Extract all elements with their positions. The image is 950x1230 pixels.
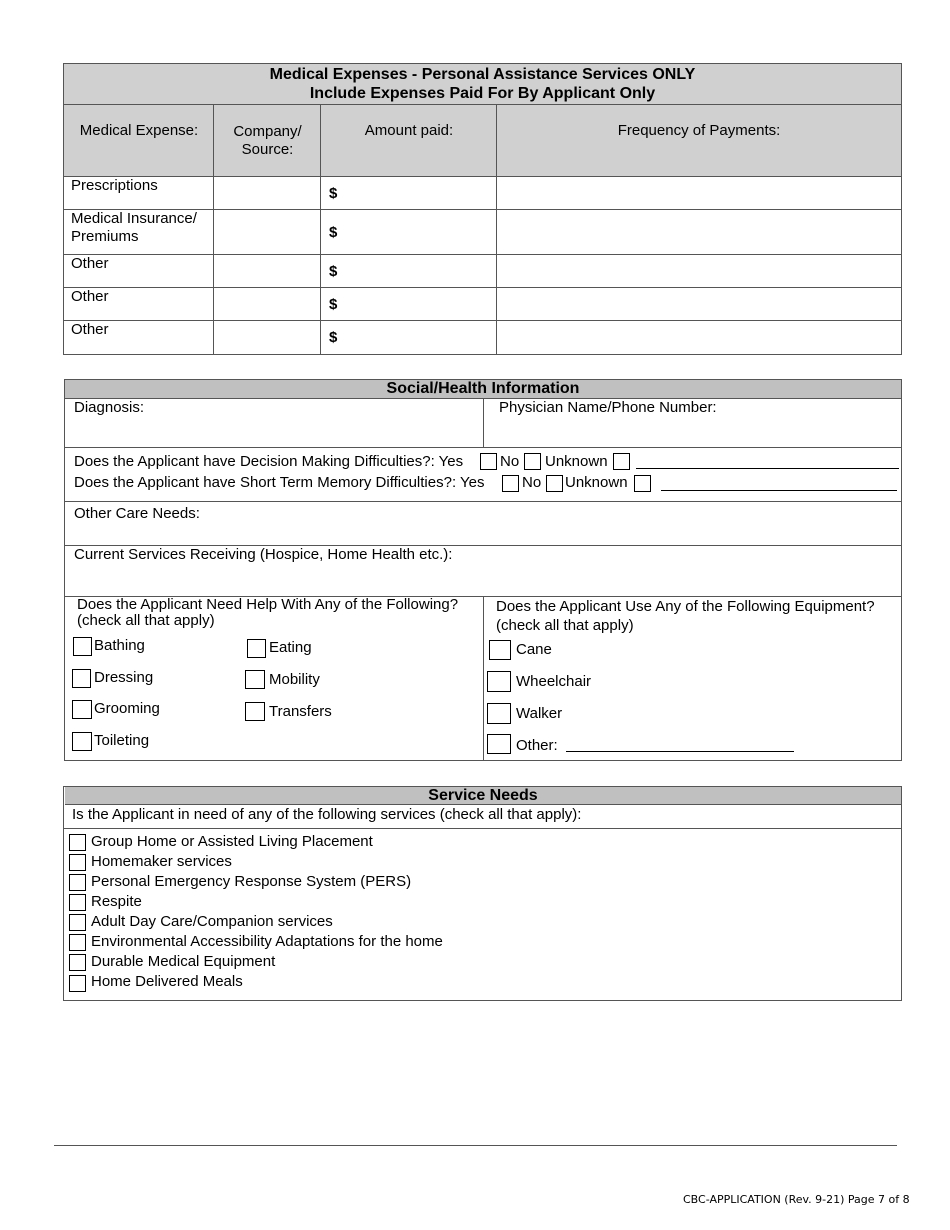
social-title-band bbox=[65, 380, 901, 399]
help-question: Does the Applicant Need Help With Any of the Following? bbox=[77, 596, 459, 613]
other-equipment-label: Other: bbox=[516, 737, 558, 754]
adult-day-care-checkbox[interactable] bbox=[69, 914, 86, 931]
wheelchair-checkbox[interactable] bbox=[487, 671, 511, 692]
company-field[interactable] bbox=[215, 177, 320, 210]
frequency-field[interactable] bbox=[498, 255, 900, 288]
respite-label: Respite bbox=[91, 893, 142, 910]
row-label-premiums: Premiums bbox=[71, 228, 139, 245]
row-separator bbox=[65, 448, 901, 502]
company-field[interactable] bbox=[215, 321, 320, 354]
social-title: Social/Health Information bbox=[386, 380, 580, 397]
cane-label: Cane bbox=[516, 641, 552, 658]
other-care-label: Other Care Needs: bbox=[74, 505, 200, 522]
service-needs-section bbox=[63, 786, 902, 1001]
frequency-field[interactable] bbox=[498, 288, 900, 321]
dressing-checkbox[interactable] bbox=[72, 669, 91, 688]
other-equipment-line[interactable] bbox=[566, 751, 794, 752]
bathing-label: Bathing bbox=[94, 637, 145, 654]
mobility-label: Mobility bbox=[269, 671, 320, 688]
frequency-field[interactable] bbox=[498, 177, 900, 210]
home-delivered-meals-label: Home Delivered Meals bbox=[91, 973, 243, 990]
service-title-band bbox=[65, 787, 901, 805]
physician-label: Physician Name/Phone Number: bbox=[499, 399, 717, 416]
amount-field[interactable] bbox=[342, 210, 496, 255]
accessibility-adaptations-checkbox[interactable] bbox=[69, 934, 86, 951]
row-label-medical-insurance: Medical Insurance/ bbox=[71, 210, 197, 227]
row-label-other: Other bbox=[71, 255, 109, 272]
medical-title-band bbox=[64, 64, 901, 105]
other-equipment-checkbox[interactable] bbox=[487, 734, 511, 754]
footer-rule bbox=[54, 1145, 897, 1146]
dollar-sign: $ bbox=[329, 263, 338, 280]
current-services-label: Current Services Receiving (Hospice, Home Health etc.): bbox=[74, 546, 453, 563]
social-health-section bbox=[64, 379, 902, 761]
help-question-note: (check all that apply) bbox=[77, 612, 215, 629]
medical-title: Medical Expenses - Personal Assistance Services ONLY bbox=[269, 66, 696, 83]
durable-equipment-label: Durable Medical Equipment bbox=[91, 953, 276, 970]
company-field[interactable] bbox=[215, 288, 320, 321]
decision-making-question: Does the Applicant have Decision Making Difficulties?: Yes bbox=[74, 453, 464, 470]
mobility-checkbox[interactable] bbox=[245, 670, 265, 689]
memory-unknown-label: Unknown bbox=[565, 474, 628, 491]
row-label-other: Other bbox=[71, 288, 109, 305]
respite-checkbox[interactable] bbox=[69, 894, 86, 911]
dollar-sign: $ bbox=[329, 185, 338, 202]
dollar-sign: $ bbox=[329, 224, 338, 241]
decision-unknown-label: Unknown bbox=[545, 453, 608, 470]
toileting-checkbox[interactable] bbox=[72, 732, 92, 751]
eating-checkbox[interactable] bbox=[247, 639, 266, 658]
cane-checkbox[interactable] bbox=[489, 640, 511, 660]
eating-label: Eating bbox=[269, 639, 312, 656]
durable-equipment-checkbox[interactable] bbox=[69, 954, 86, 971]
header-medical-expense: Medical Expense: bbox=[79, 122, 199, 139]
footer-text: CBC-APPLICATION (Rev. 9-21) Page 7 of 8 bbox=[683, 1193, 910, 1206]
dollar-sign: $ bbox=[329, 296, 338, 313]
dollar-sign: $ bbox=[329, 329, 338, 346]
walker-checkbox[interactable] bbox=[487, 703, 511, 724]
grooming-label: Grooming bbox=[94, 700, 160, 717]
homemaker-checkbox[interactable] bbox=[69, 854, 86, 871]
amount-field[interactable] bbox=[342, 255, 496, 288]
diagnosis-label: Diagnosis: bbox=[74, 399, 145, 416]
company-field[interactable] bbox=[215, 255, 320, 288]
accessibility-adaptations-label: Environmental Accessibility Adaptations for the home bbox=[91, 933, 443, 950]
service-title: Service Needs bbox=[428, 787, 538, 804]
pers-label: Personal Emergency Response System (PERS) bbox=[91, 873, 412, 890]
group-home-label: Group Home or Assisted Living Placement bbox=[91, 833, 373, 850]
toileting-label: Toileting bbox=[94, 732, 150, 749]
medical-expenses-table bbox=[63, 63, 902, 355]
bathing-checkbox[interactable] bbox=[73, 637, 92, 656]
frequency-field[interactable] bbox=[498, 210, 900, 255]
amount-field[interactable] bbox=[342, 321, 496, 354]
memory-question: Does the Applicant have Short Term Memory Difficulties?: Yes bbox=[74, 474, 485, 491]
row-separator bbox=[64, 805, 901, 829]
pers-checkbox[interactable] bbox=[69, 874, 86, 891]
current-services-field[interactable] bbox=[65, 546, 901, 597]
walker-label: Walker bbox=[516, 705, 563, 722]
row-label-other: Other bbox=[71, 321, 109, 338]
memory-no-label: No bbox=[522, 474, 542, 491]
header-company: Company/ bbox=[233, 123, 302, 140]
header-amount-paid: Amount paid: bbox=[364, 122, 454, 139]
header-frequency: Frequency of Payments: bbox=[617, 122, 781, 139]
grooming-checkbox[interactable] bbox=[72, 700, 92, 719]
row-label-prescriptions: Prescriptions bbox=[71, 177, 158, 194]
other-care-field[interactable] bbox=[65, 502, 901, 546]
group-home-checkbox[interactable] bbox=[69, 834, 86, 851]
amount-field[interactable] bbox=[342, 288, 496, 321]
home-delivered-meals-checkbox[interactable] bbox=[69, 975, 86, 992]
equipment-question-note: (check all that apply) bbox=[496, 617, 634, 634]
frequency-field[interactable] bbox=[498, 321, 900, 354]
homemaker-label: Homemaker services bbox=[91, 853, 232, 870]
company-field[interactable] bbox=[215, 210, 320, 255]
wheelchair-label: Wheelchair bbox=[516, 673, 592, 690]
service-question: Is the Applicant in need of any of the following services (check all that apply): bbox=[72, 806, 582, 823]
transfers-label: Transfers bbox=[269, 703, 332, 720]
transfers-checkbox[interactable] bbox=[245, 702, 265, 721]
amount-field[interactable] bbox=[342, 177, 496, 210]
equipment-question: Does the Applicant Use Any of the Following Equipment? bbox=[496, 598, 875, 615]
dressing-label: Dressing bbox=[94, 669, 154, 686]
medical-subtitle: Include Expenses Paid For By Applicant Only bbox=[309, 85, 656, 102]
decision-no-label: No bbox=[500, 453, 520, 470]
adult-day-care-label: Adult Day Care/Companion services bbox=[91, 913, 333, 930]
header-source: Source: bbox=[241, 141, 294, 158]
